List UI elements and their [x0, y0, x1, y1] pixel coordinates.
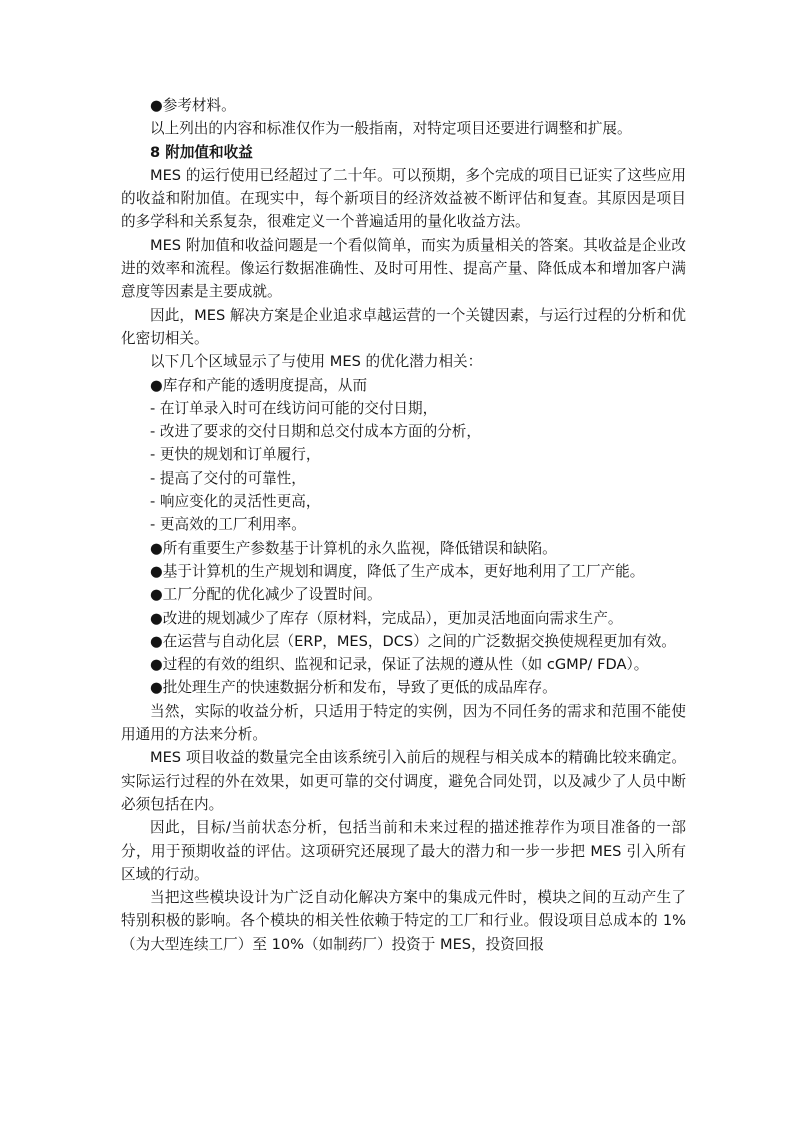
sub-item-utilization: - 更高效的工厂利用率。	[150, 516, 306, 534]
sub-item-delivery-date: - 在订单录入时可在线访问可能的交付日期，	[150, 399, 438, 417]
sub-item-reliability: - 提高了交付的可靠性，	[150, 469, 306, 487]
paragraph-value-benefits: MES 附加值和收益问题是一个看似简单，而实为质量相关的答案。其收益是企业改进的效率和流程。像运行数据准确性、及时可用性、提高产量、降低成本和增加客户满意度等因素是主要成就。	[121, 236, 686, 301]
paragraph-module-interaction: 当把这些模块设计为广泛自动化解决方案中的集成元件时，模块之间的互动产生了特别积极的影响。各个模块的相关性依赖于特定的工厂和行业。假设项目总成本的 1%（为大型连续工厂）至 10%（如制药厂）投资于 MES，投资回报	[121, 889, 686, 953]
sub-item-planning: - 更快的规划和订单履行，	[150, 446, 321, 464]
bullet-setup-time: ●工厂分配的优化减少了设置时间。	[150, 586, 382, 604]
paragraph-status-analysis: 因此，目标/当前状态分析，包括当前和未来过程的描述推荐作为项目准备的一部分，用于预期收益的评估。这项研究还展现了最大的潜力和一步一步把 MES 引入所有区域的行动。	[121, 819, 686, 883]
paragraph-key-factor: 因此，MES 解决方案是企业追求卓越运营的一个关键因素，与运行过程的分析和优化密切相关。	[121, 306, 686, 347]
bullet-compliance: ●过程的有效的组织、监视和记录，保证了法规的遵从性（如 cGMP/ FDA）。	[150, 656, 649, 674]
bullet-scheduling: ●基于计算机的生产规划和调度，降低了生产成本，更好地利用了工厂产能。	[150, 562, 645, 580]
paragraph-optimization-areas: 以下几个区域显示了与使用 MES 的优化潜力相关：	[150, 353, 483, 371]
paragraph-mes-history: MES 的运行使用已经超过了二十年。可以预期，多个完成的项目已证实了这些应用的收益和附加值。在现实中，每个新项目的经济效益被不断评估和复查。其原因是项目的多学科和关系复杂，很难定义一个普遍适用的量化收益方法。	[121, 166, 686, 231]
paragraph-benefit-analysis: 当然，实际的收益分析，只适用于特定的实例，因为不同任务的需求和范围不能使用通用的方法来分析。	[121, 702, 686, 744]
bullet-reference-materials: ●参考材料。	[150, 97, 236, 114]
paragraph-benefit-quantity: MES 项目收益的数量完全由该系统引入前后的规程与相关成本的精确比较来确定。实际运行过程的外在效果，如更可靠的交付调度，避免合同处罚，以及减少了人员中断必须包括在内。	[121, 749, 686, 813]
sub-item-analysis: - 改进了要求的交付日期和总交付成本方面的分析，	[150, 423, 481, 441]
sub-item-flexibility: - 响应变化的灵活性更高，	[150, 493, 321, 511]
bullet-batch-processing: ●批处理生产的快速数据分析和发布，导致了更低的成品库存。	[150, 679, 557, 697]
bullet-inventory: ●改进的规划减少了库存（原材料，完成品），更加灵活地面向需求生产。	[150, 609, 623, 627]
paragraph-general-guidance: 以上列出的内容和标准仅作为一般指南，对特定项目还要进行调整和扩展。	[150, 120, 632, 138]
bullet-data-exchange: ●在运营与自动化层（ERP，MES，DCS）之间的广泛数据交换使规程更加有效。	[150, 632, 676, 650]
section-heading: 8 附加值和收益	[150, 143, 253, 161]
bullet-transparency: ●库存和产能的透明度提高，从而	[150, 376, 368, 394]
bullet-monitoring: ●所有重要生产参数基于计算机的永久监视，降低错误和缺陷。	[150, 539, 557, 557]
document-page	[121, 94, 686, 956]
